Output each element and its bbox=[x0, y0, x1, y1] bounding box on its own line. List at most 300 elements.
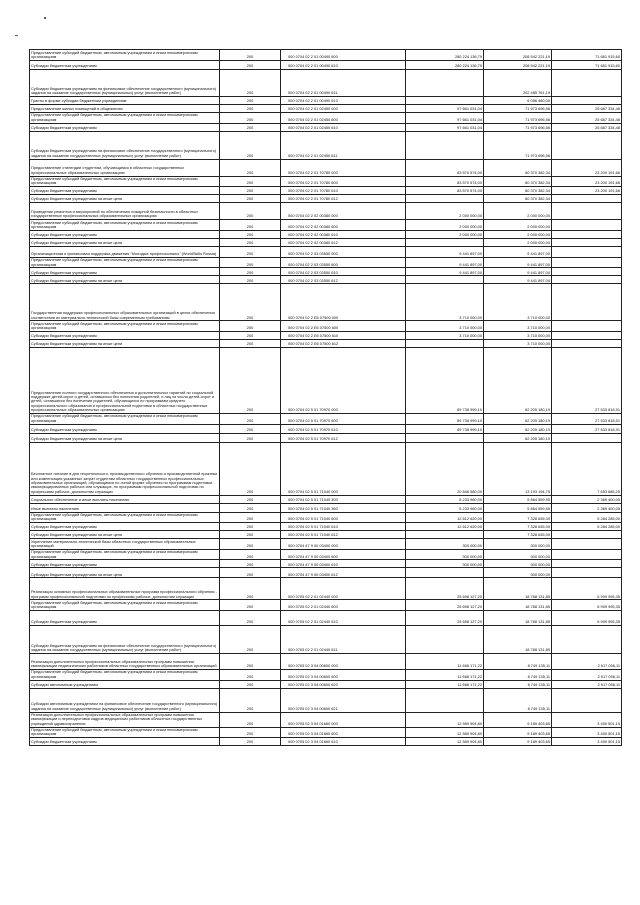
cell-name: Субсидии бюджетным учреждениям bbox=[30, 424, 220, 433]
cell-v1: 20 846 580,00 bbox=[406, 442, 484, 495]
cell-v3 bbox=[552, 257, 622, 268]
cell-kbk: 000 0704 02 2 01 70780 610 bbox=[281, 187, 406, 195]
cell-v2: 9 189 403,65 bbox=[484, 712, 552, 727]
cell-v1: 12 612 620,00 bbox=[406, 523, 484, 531]
cell-name: Субсидии бюджетным учреждениям на финансовое обеспечение государственного (муниципального) задания на оказание государственных (муниципальных) услуг (выполнение работ) bbox=[30, 70, 220, 97]
cell-v1: 9 441 897,00 bbox=[406, 257, 484, 268]
cell-v1: 2 000 000,00 bbox=[406, 230, 484, 238]
cell-v3 bbox=[552, 688, 622, 712]
cell-kbk: 000 0704 02 2 01 02450 000 bbox=[281, 105, 406, 113]
cell-kbk: 000 0704 02 5 01 71040 600 bbox=[281, 512, 406, 523]
cell-code: 200 bbox=[220, 257, 281, 268]
cell-v2: 2 000 000,00 bbox=[484, 203, 552, 220]
cell-name: Предоставление субсидий бюджетным, автономным учреждениям и иным некоммерческим организациям bbox=[30, 113, 220, 124]
table-row bbox=[30, 433, 622, 442]
cell-kbk: 000 0704 02 2 02 00380 610 bbox=[281, 230, 406, 238]
cell-v3: 23 200 191,66 bbox=[552, 187, 622, 195]
cell-v2: 60 370 382,34 bbox=[484, 187, 552, 195]
table-row bbox=[30, 203, 622, 220]
table-row bbox=[30, 688, 622, 712]
cell-name: Субсидии бюджетным учреждениям на иные цели bbox=[30, 339, 220, 347]
table-row bbox=[30, 503, 622, 512]
cell-code: 200 bbox=[220, 442, 281, 495]
cell-code: 200 bbox=[220, 105, 281, 113]
cell-v1 bbox=[406, 131, 484, 159]
cell-v1 bbox=[406, 688, 484, 712]
cell-code: 200 bbox=[220, 195, 281, 203]
cell-v1: 3 710 000,00 bbox=[406, 321, 484, 332]
cell-code: 200 bbox=[220, 268, 281, 276]
cell-name: Реализация основных профессиональных образовательных программ профессионального обучения - программ профессиональной подготовки по профессиям рабочих, должностям служащих bbox=[30, 578, 220, 600]
table-row bbox=[30, 321, 622, 332]
cell-v3: 3 400 501,15 bbox=[552, 727, 622, 738]
table-row bbox=[30, 512, 622, 523]
cell-v3 bbox=[552, 203, 622, 220]
cell-v1: 9 441 897,00 bbox=[406, 268, 484, 276]
table-row bbox=[30, 113, 622, 124]
table-row bbox=[30, 424, 622, 433]
cell-v2: 60 370 382,34 bbox=[484, 176, 552, 187]
cell-kbk: 000 0704 02 5 01 71040 612 bbox=[281, 531, 406, 539]
table-row bbox=[30, 331, 622, 339]
cell-kbk: 000 0704 02 2 01 02450 610 bbox=[281, 123, 406, 131]
cell-code: 200 bbox=[220, 669, 281, 680]
cell-code: 200 bbox=[220, 284, 281, 321]
cell-name: Субсидии бюджетным учреждениям на иные цели bbox=[30, 195, 220, 203]
cell-kbk: 000 0705 02 3 04 00600 600 bbox=[281, 669, 406, 680]
cell-v3: 3 400 501,15 bbox=[552, 738, 622, 746]
cell-v3 bbox=[552, 331, 622, 339]
cell-v2: 62 205 180,19 bbox=[484, 347, 552, 413]
cell-v3: 5 284 285,00 bbox=[552, 512, 622, 523]
cell-v2: 62 205 180,19 bbox=[484, 424, 552, 433]
cell-v2: 300 000,00 bbox=[484, 560, 552, 568]
cell-kbk: 000 0705 02 2 01 02440 600 bbox=[281, 600, 406, 611]
cell-v3: 25 687 334,48 bbox=[552, 123, 622, 131]
cell-v2: 3 710 000,00 bbox=[484, 284, 552, 321]
cell-v3: 27 533 818,91 bbox=[552, 413, 622, 424]
cell-v3: 2 917 036,11 bbox=[552, 653, 622, 669]
cell-v3: 3 400 501,15 bbox=[552, 712, 622, 727]
table-row bbox=[30, 560, 622, 568]
cell-v1: 8 233 960,00 bbox=[406, 503, 484, 512]
cell-name: Субсидии бюджетным учреждениям bbox=[30, 123, 220, 131]
table-row bbox=[30, 70, 622, 97]
cell-kbk: 000 0705 02 2 01 02440 611 bbox=[281, 625, 406, 653]
cell-v2: 9 189 403,65 bbox=[484, 738, 552, 746]
cell-v2: 18 788 131,85 bbox=[484, 625, 552, 653]
cell-name: Субсидии бюджетным учреждениям на иные цели bbox=[30, 433, 220, 442]
cell-kbk: 000 0705 02 3 04 01660 610 bbox=[281, 738, 406, 746]
cell-kbk: 000 0704 02 2 01 00490 613 bbox=[281, 97, 406, 105]
cell-code: 200 bbox=[220, 50, 281, 61]
cell-code: 200 bbox=[220, 539, 281, 550]
cell-code: 200 bbox=[220, 503, 281, 512]
cell-v3: 2 369 400,05 bbox=[552, 503, 622, 512]
table-row bbox=[30, 238, 622, 246]
cell-v3 bbox=[552, 433, 622, 442]
cell-v2: 7 328 635,00 bbox=[484, 523, 552, 531]
cell-code: 200 bbox=[220, 70, 281, 97]
cell-v2: 6 056 460,00 bbox=[484, 97, 552, 105]
cell-v3 bbox=[552, 97, 622, 105]
cell-v2: 8 749 135,11 bbox=[484, 653, 552, 669]
cell-v1 bbox=[406, 238, 484, 246]
cell-code: 200 bbox=[220, 230, 281, 238]
cell-code: 200 bbox=[220, 238, 281, 246]
cell-v1: 300 000,00 bbox=[406, 549, 484, 560]
cell-code: 200 bbox=[220, 176, 281, 187]
cell-kbk: 000 0704 02 2 E6 07500 610 bbox=[281, 331, 406, 339]
cell-v1: 97 661 031,04 bbox=[406, 105, 484, 113]
cell-code: 200 bbox=[220, 680, 281, 688]
cell-name: Бесплатное питание в дни теоретического, производственного обучения и производственной практики или компенсация указанных затрат студентам областных государственных профессиональных образовательных организаций, обучающимся по очной форме обучения по программам подготовки квалифицированных рабочих или служащих, по программам профессиональной подготовки по профессиям рабочих, должностям служащих bbox=[30, 442, 220, 495]
cell-name: Иные выплаты населению bbox=[30, 503, 220, 512]
cell-name: Организационная и финансовая поддержка движения "Молодые профессионалы" (WorldSkills Russia) bbox=[30, 246, 220, 257]
cell-name: Субсидии бюджетным учреждениям на финансовое обеспечение государственного (муниципального) задания на оказание государственных (муниципальных) услуг (выполнение работ) bbox=[30, 131, 220, 159]
cell-code: 200 bbox=[220, 600, 281, 611]
cell-kbk: 000 0704 02 2 01 02450 600 bbox=[281, 113, 406, 124]
cell-name: Предоставление субсидий бюджетным, автономным учреждениям и иным некоммерческим организациям bbox=[30, 321, 220, 332]
cell-v2: 2 000 000,00 bbox=[484, 230, 552, 238]
cell-v2: 8 749 135,11 bbox=[484, 669, 552, 680]
cell-name: Предоставление субсидий бюджетным, автономным учреждениям и иным некоммерческим организациям bbox=[30, 220, 220, 231]
cell-v2: 5 864 559,95 bbox=[484, 503, 552, 512]
cell-v3: 7 653 685,25 bbox=[552, 442, 622, 495]
cell-v2: 202 485 761,19 bbox=[484, 70, 552, 97]
cell-name: Предоставление субсидий бюджетным, автономным учреждениям и иным некоммерческим организациям bbox=[30, 727, 220, 738]
cell-v1: 8 233 960,00 bbox=[406, 495, 484, 503]
cell-v1: 300 000,00 bbox=[406, 539, 484, 550]
cell-kbk: 000 0704 02 2 02 00380 612 bbox=[281, 238, 406, 246]
cell-kbk: 000 0704 02 5 01 71040 300 bbox=[281, 495, 406, 503]
cell-v2: 9 441 897,00 bbox=[484, 257, 552, 268]
cell-kbk: 000 0704 02 2 E6 07500 612 bbox=[281, 339, 406, 347]
cell-v1 bbox=[406, 433, 484, 442]
cell-v3: 2 917 036,11 bbox=[552, 669, 622, 680]
cell-v1: 25 698 127,20 bbox=[406, 578, 484, 600]
cell-v1: 11 666 171,22 bbox=[406, 669, 484, 680]
cell-v2: 3 710 000,00 bbox=[484, 339, 552, 347]
cell-v2: 208 542 221,19 bbox=[484, 61, 552, 70]
table-row bbox=[30, 257, 622, 268]
table-row bbox=[30, 578, 622, 600]
cell-kbk: 000 0705 02 3 04 00600 000 bbox=[281, 653, 406, 669]
table-row bbox=[30, 284, 622, 321]
cell-kbk: 000 0704 02 5 01 70970 000 bbox=[281, 347, 406, 413]
cell-name: Субсидии бюджетным учреждениям bbox=[30, 230, 220, 238]
cell-kbk: 000 0705 02 3 04 01660 600 bbox=[281, 727, 406, 738]
cell-kbk: 000 0704 02 2 03 03550 612 bbox=[281, 276, 406, 284]
cell-v1: 9 441 897,00 bbox=[406, 246, 484, 257]
cell-name: Предоставление жилых помещений в общежитиях bbox=[30, 105, 220, 113]
cell-v3: 6 909 995,35 bbox=[552, 610, 622, 625]
cell-name: Субсидии бюджетным учреждениям bbox=[30, 560, 220, 568]
cell-kbk: 000 0705 02 3 04 00600 621 bbox=[281, 688, 406, 712]
cell-v1: 83 570 574,00 bbox=[406, 159, 484, 176]
cell-v2: 71 973 696,56 bbox=[484, 131, 552, 159]
cell-kbk: 000 0704 02 5 01 70970 600 bbox=[281, 413, 406, 424]
table-row bbox=[30, 625, 622, 653]
cell-kbk: 000 0704 47 9 00 03400 610 bbox=[281, 560, 406, 568]
cell-code: 200 bbox=[220, 113, 281, 124]
cell-v2: 300 000,00 bbox=[484, 539, 552, 550]
cell-v3: 71 681 915,60 bbox=[552, 50, 622, 61]
cell-v2: 208 542 221,19 bbox=[484, 50, 552, 61]
cell-v3 bbox=[552, 230, 622, 238]
cell-v3 bbox=[552, 70, 622, 97]
cell-v1: 97 661 031,04 bbox=[406, 113, 484, 124]
cell-v1: 25 698 127,20 bbox=[406, 600, 484, 611]
cell-v3: 23 200 191,66 bbox=[552, 176, 622, 187]
cell-v2: 300 000,00 bbox=[484, 568, 552, 578]
cell-kbk: 000 0704 02 2 01 70780 600 bbox=[281, 176, 406, 187]
cell-v3: 27 533 818,91 bbox=[552, 347, 622, 413]
cell-v1 bbox=[406, 195, 484, 203]
cell-name: Субсидии бюджетным учреждениям на иные цели bbox=[30, 531, 220, 539]
cell-code: 200 bbox=[220, 203, 281, 220]
cell-v1: 97 661 031,04 bbox=[406, 123, 484, 131]
cell-name: Реализация дополнительных профессиональных образовательных программ повышения квалификации педагогических работников областных государственных образовательных организаций bbox=[30, 653, 220, 669]
cell-v3 bbox=[552, 549, 622, 560]
cell-v3 bbox=[552, 246, 622, 257]
cell-kbk: 000 0704 47 9 00 03400 000 bbox=[281, 539, 406, 550]
cell-v1: 2 000 000,00 bbox=[406, 203, 484, 220]
cell-name: Социальное обеспечение и иные выплаты населению bbox=[30, 495, 220, 503]
cell-name: Предоставление субсидий бюджетным, автономным учреждениям и иным некоммерческим организациям bbox=[30, 257, 220, 268]
cell-kbk: 000 0704 02 2 03 03550 000 bbox=[281, 246, 406, 257]
cell-name: Субсидии бюджетным учреждениям bbox=[30, 610, 220, 625]
cell-v3: 6 909 995,35 bbox=[552, 600, 622, 611]
cell-v1: 3 710 000,00 bbox=[406, 331, 484, 339]
cell-v1: 12 589 904,80 bbox=[406, 738, 484, 746]
cell-v3 bbox=[552, 539, 622, 550]
cell-v3 bbox=[552, 560, 622, 568]
cell-v3 bbox=[552, 268, 622, 276]
cell-v1: 300 000,00 bbox=[406, 560, 484, 568]
table-row bbox=[30, 123, 622, 131]
table-row bbox=[30, 531, 622, 539]
cell-name: Субсидии бюджетным учреждениям на иные цели bbox=[30, 568, 220, 578]
cell-v1: 2 000 000,00 bbox=[406, 220, 484, 231]
cell-code: 200 bbox=[220, 159, 281, 176]
cell-v1: 12 589 904,80 bbox=[406, 727, 484, 738]
cell-name: Предоставление стипендии студентам, обучающимся в областных государственных профессиональных образовательных организациях bbox=[30, 159, 220, 176]
cell-code: 200 bbox=[220, 495, 281, 503]
cell-kbk: 000 0705 02 3 04 01660 000 bbox=[281, 712, 406, 727]
cell-v3: 25 687 334,48 bbox=[552, 113, 622, 124]
cell-code: 200 bbox=[220, 712, 281, 727]
cell-v1: 280 224 136,79 bbox=[406, 61, 484, 70]
cell-v2: 8 749 135,11 bbox=[484, 680, 552, 688]
cell-code: 200 bbox=[220, 568, 281, 578]
cell-v2: 13 193 194,75 bbox=[484, 442, 552, 495]
cell-v2: 62 205 180,19 bbox=[484, 433, 552, 442]
cell-code: 200 bbox=[220, 413, 281, 424]
cell-v3: 23 200 191,66 bbox=[552, 159, 622, 176]
table-row bbox=[30, 413, 622, 424]
cell-kbk: 000 0705 02 2 01 02440 610 bbox=[281, 610, 406, 625]
cell-name: Субсидии бюджетным учреждениям bbox=[30, 187, 220, 195]
cell-code: 200 bbox=[220, 625, 281, 653]
cell-v2: 8 749 135,11 bbox=[484, 688, 552, 712]
cell-kbk: 000 0704 02 2 02 00380 000 bbox=[281, 203, 406, 220]
table-row bbox=[30, 195, 622, 203]
cell-code: 200 bbox=[220, 549, 281, 560]
cell-code: 200 bbox=[220, 424, 281, 433]
cell-v2: 7 328 635,00 bbox=[484, 512, 552, 523]
cell-v2: 300 000,00 bbox=[484, 549, 552, 560]
cell-code: 200 bbox=[220, 339, 281, 347]
cell-v3 bbox=[552, 321, 622, 332]
cell-kbk: 000 0704 02 2 01 00490 600 bbox=[281, 50, 406, 61]
scan-speck bbox=[44, 17, 46, 19]
cell-code: 200 bbox=[220, 523, 281, 531]
cell-v1: 11 666 171,22 bbox=[406, 653, 484, 669]
cell-name: Субсидии автономным учреждениям bbox=[30, 680, 220, 688]
table-row bbox=[30, 610, 622, 625]
cell-code: 200 bbox=[220, 531, 281, 539]
cell-kbk: 000 0705 02 2 01 02440 000 bbox=[281, 578, 406, 600]
cell-name: Субсидии бюджетным учреждениям bbox=[30, 268, 220, 276]
cell-code: 200 bbox=[220, 331, 281, 339]
cell-v1 bbox=[406, 97, 484, 105]
cell-v3 bbox=[552, 195, 622, 203]
cell-kbk: 000 0704 02 2 01 70780 612 bbox=[281, 195, 406, 203]
cell-kbk: 000 0704 47 9 00 03400 612 bbox=[281, 568, 406, 578]
cell-code: 200 bbox=[220, 123, 281, 131]
cell-kbk: 000 0704 47 9 00 03400 600 bbox=[281, 549, 406, 560]
cell-name: Предоставление субсидий бюджетным, автономным учреждениям и иным некоммерческим организациям bbox=[30, 549, 220, 560]
cell-v3 bbox=[552, 238, 622, 246]
table-row bbox=[30, 159, 622, 176]
cell-v2: 3 710 000,00 bbox=[484, 321, 552, 332]
cell-code: 200 bbox=[220, 276, 281, 284]
cell-name: Предоставление субсидий бюджетным, автономным учреждениям и иным некоммерческим организациям bbox=[30, 413, 220, 424]
cell-v2: 5 864 559,95 bbox=[484, 495, 552, 503]
cell-v3: 6 909 995,35 bbox=[552, 578, 622, 600]
cell-v2: 71 973 696,56 bbox=[484, 105, 552, 113]
cell-v2: 60 370 382,34 bbox=[484, 195, 552, 203]
cell-name: Гранты в форме субсидии бюджетным учреждениям bbox=[30, 97, 220, 105]
cell-name: Субсидии бюджетным учреждениям bbox=[30, 738, 220, 746]
cell-v1 bbox=[406, 339, 484, 347]
table-row bbox=[30, 105, 622, 113]
cell-v3 bbox=[552, 625, 622, 653]
cell-name: Предоставление субсидий бюджетным, автономным учреждениям и иным некоммерческим организациям bbox=[30, 512, 220, 523]
table-row bbox=[30, 653, 622, 669]
cell-v1: 11 666 171,22 bbox=[406, 680, 484, 688]
table-row bbox=[30, 712, 622, 727]
table-row bbox=[30, 523, 622, 531]
cell-kbk: 000 0704 02 2 01 70780 000 bbox=[281, 159, 406, 176]
cell-code: 200 bbox=[220, 738, 281, 746]
cell-v2: 71 973 696,56 bbox=[484, 123, 552, 131]
cell-v2: 3 710 000,00 bbox=[484, 331, 552, 339]
cell-v2: 18 788 131,85 bbox=[484, 610, 552, 625]
budget-execution-table bbox=[29, 49, 622, 746]
cell-code: 200 bbox=[220, 727, 281, 738]
cell-name: Предоставление субсидий бюджетным, автономным учреждениям и иным некоммерческим организациям bbox=[30, 669, 220, 680]
cell-v3 bbox=[552, 339, 622, 347]
cell-name: Субсидии бюджетным учреждениям на иные цели bbox=[30, 276, 220, 284]
cell-v1: 89 738 999,10 bbox=[406, 347, 484, 413]
cell-name: Субсидии автономным учреждениям на финансовое обеспечение государственного (муниципального) задания на оказание государственных (муниципальных) услуг (выполнение работ) bbox=[30, 688, 220, 712]
cell-code: 200 bbox=[220, 653, 281, 669]
scan-speck bbox=[15, 35, 18, 36]
table-row bbox=[30, 131, 622, 159]
cell-kbk: 000 0704 02 5 01 70970 612 bbox=[281, 433, 406, 442]
cell-name: Субсидии бюджетным учреждениям bbox=[30, 523, 220, 531]
cell-kbk: 000 0705 02 3 04 00600 620 bbox=[281, 680, 406, 688]
cell-v1: 89 738 999,10 bbox=[406, 424, 484, 433]
table-row bbox=[30, 727, 622, 738]
cell-name: Субсидии бюджетным учреждениям bbox=[30, 61, 220, 70]
cell-name: Предоставление субсидий бюджетным, автономным учреждениям и иным некоммерческим организациям bbox=[30, 176, 220, 187]
cell-v2: 9 441 897,00 bbox=[484, 246, 552, 257]
cell-name: Проведение ремонтов и мероприятий по обеспечению пожарной безопасности в областных государственных профессиональных образовательных организациях bbox=[30, 203, 220, 220]
table-row bbox=[30, 539, 622, 550]
table-row bbox=[30, 669, 622, 680]
table-row bbox=[30, 187, 622, 195]
cell-code: 200 bbox=[220, 131, 281, 159]
cell-code: 200 bbox=[220, 512, 281, 523]
cell-v1: 3 710 000,00 bbox=[406, 284, 484, 321]
cell-name: Субсидии бюджетным учреждениям на финансовое обеспечение государственного (муниципального) задания на оказание государственных (муниципальных) услуг (выполнение работ) bbox=[30, 625, 220, 653]
table-row bbox=[30, 442, 622, 495]
cell-v1 bbox=[406, 276, 484, 284]
cell-code: 200 bbox=[220, 97, 281, 105]
table-row bbox=[30, 276, 622, 284]
cell-v2: 18 788 131,85 bbox=[484, 578, 552, 600]
cell-kbk: 000 0704 02 5 01 70970 610 bbox=[281, 424, 406, 433]
cell-name: Предоставление субсидий бюджетным, автономным учреждениям и иным некоммерческим организациям bbox=[30, 600, 220, 611]
cell-v1: 12 612 620,00 bbox=[406, 512, 484, 523]
cell-v1 bbox=[406, 70, 484, 97]
cell-v1: 83 570 574,00 bbox=[406, 187, 484, 195]
cell-kbk: 000 0704 02 2 E6 07500 000 bbox=[281, 284, 406, 321]
cell-code: 200 bbox=[220, 560, 281, 568]
cell-v2: 18 788 131,85 bbox=[484, 600, 552, 611]
cell-kbk: 000 0704 02 2 03 03550 600 bbox=[281, 257, 406, 268]
table-row bbox=[30, 495, 622, 503]
cell-v1: 83 570 574,00 bbox=[406, 176, 484, 187]
cell-code: 200 bbox=[220, 321, 281, 332]
cell-v2: 2 000 000,00 bbox=[484, 220, 552, 231]
cell-v3 bbox=[552, 220, 622, 231]
cell-v1: 12 589 904,80 bbox=[406, 712, 484, 727]
table-row bbox=[30, 600, 622, 611]
cell-kbk: 000 0704 02 2 01 00490 611 bbox=[281, 70, 406, 97]
cell-v1: 25 698 127,20 bbox=[406, 610, 484, 625]
cell-v1 bbox=[406, 625, 484, 653]
cell-kbk: 000 0704 02 5 01 71040 610 bbox=[281, 523, 406, 531]
cell-name: Субсидии бюджетным учреждениям bbox=[30, 331, 220, 339]
cell-kbk: 000 0704 02 2 E6 07500 600 bbox=[281, 321, 406, 332]
cell-code: 200 bbox=[220, 688, 281, 712]
table-row bbox=[30, 230, 622, 238]
cell-code: 200 bbox=[220, 347, 281, 413]
cell-kbk: 000 0704 02 2 01 02450 611 bbox=[281, 131, 406, 159]
table-row bbox=[30, 220, 622, 231]
table-row bbox=[30, 738, 622, 746]
cell-v3: 2 369 400,05 bbox=[552, 495, 622, 503]
cell-v2: 2 000 000,00 bbox=[484, 238, 552, 246]
cell-v3: 5 284 285,00 bbox=[552, 523, 622, 531]
table-row bbox=[30, 568, 622, 578]
cell-v2: 9 441 897,00 bbox=[484, 276, 552, 284]
cell-name: Субсидии бюджетным учреждениям на иные цели bbox=[30, 238, 220, 246]
